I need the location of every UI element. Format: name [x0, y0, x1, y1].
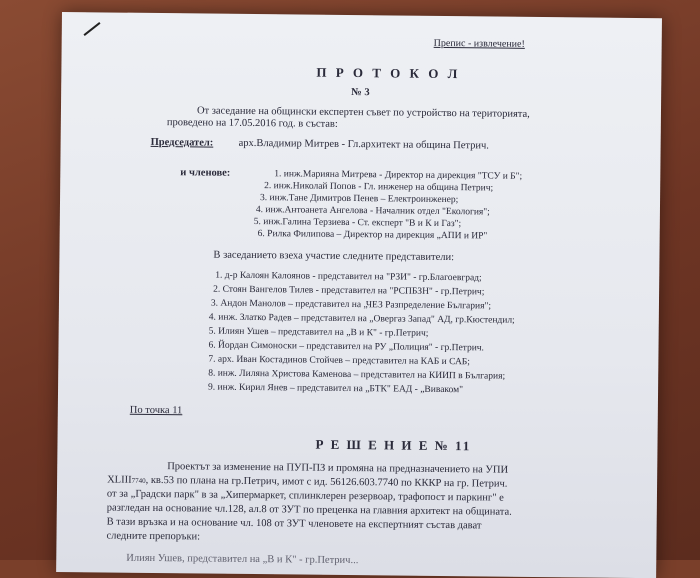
- participant-item: 8. инж. Лиляна Христова Каменова – представител на КИИП в България;: [208, 368, 506, 382]
- body-line-6: следните препоръки:: [106, 530, 201, 543]
- document-page: [56, 12, 662, 578]
- body-line-3: от за „Градски парк" в за „Хипермаркет, сплинклерен резервоар, трафопост и паркинг" е: [106, 488, 504, 504]
- body-line-2: XLIII7740, кв.53 по плана на гр.Петрич, имот с ид. 56126.603.7740 по КККР на гр. Петрич.: [107, 474, 508, 490]
- participant-item: 5. Илиян Ушев – представител на „В и К" - гр.Петрич;: [208, 326, 429, 339]
- participant-item: 3. Андон Манолов – представител на „ЧЕЗ Разпределение България";: [210, 298, 492, 312]
- copy-stamp: Препис - извлечение!: [433, 37, 525, 50]
- intro-line-1: От заседание на общински експертен съвет по устройство на територията,: [196, 105, 530, 120]
- member-item: 2. инж.Николай Попов - Гл. инженер на община Петрич;: [264, 181, 494, 194]
- document-title: П Р О Т О К О Л: [316, 64, 461, 82]
- member-item: 4. инж.Антоанета Ангелова - Началник отдел "Екология";: [255, 205, 490, 218]
- participant-item: 1. д-р Калоян Калоянов - представител на "РЗИ" - гр.Благоевград;: [215, 270, 482, 284]
- protocol-number: № 3: [351, 87, 370, 99]
- chair-label: Председател:: [150, 136, 214, 149]
- point-label: По точка 11: [129, 404, 183, 417]
- body-line-1: Проектът за изменение на ПУП-ПЗ и промяна на предназначението на УПИ: [167, 461, 509, 476]
- member-item: 5. инж.Галина Терзиева - Ст. експерт "В и К и Газ";: [253, 217, 462, 230]
- body-line-5: В тази връзка и на основание чл. 108 от ЗУТ членовете на експертният състав дават: [106, 516, 482, 532]
- decision-title: Р Е Ш Е Н И Е № 11: [315, 436, 472, 454]
- member-item: 3. инж.Тане Димитров Пенев – Електроинженер;: [260, 193, 459, 206]
- participants-intro: В заседанието взеха участие следните представители:: [213, 249, 455, 264]
- member-item: 1. инж.Марияна Митрева - Директор на дирекция "ТСУ и Б";: [274, 169, 523, 182]
- body-line-7: Илиян Ушев, представител на „В и К" - гр.Петрич...: [126, 552, 359, 567]
- participant-item: 6. Йордан Симоноски – представител на РУ „Полиция" - гр.Петрич.: [208, 340, 485, 354]
- intro-line-2: проведено на 17.05.2016 год. в състав:: [166, 117, 338, 130]
- participant-item: 7. арх. Иван Костадинов Стойчев – представител на КАБ и САБ;: [208, 354, 470, 368]
- participant-item: 9. инж. Кирил Янев – представител на „БТК" ЕАД - „Виваком": [208, 382, 464, 396]
- participant-item: 2. Стоян Вангелов Тилев - представител на "РСПБЗН" - гр.Петрич;: [213, 284, 485, 298]
- participant-item: 4. инж. Златко Радев – представител на „Овергаз Запад" АД, гр.Кюстендил;: [208, 312, 515, 326]
- members-label: и членове:: [180, 167, 231, 179]
- member-item: 6. Рилка Филипова – Директор на дирекция „АПИ и ИР": [257, 229, 488, 242]
- body-line-4: разгледан на основание чл.128, ал.8 от ЗУТ по преценка на главния архитект на общината.: [106, 502, 512, 518]
- chair-value: арх.Владимир Митрев - Гл.архитект на община Петрич.: [238, 137, 489, 152]
